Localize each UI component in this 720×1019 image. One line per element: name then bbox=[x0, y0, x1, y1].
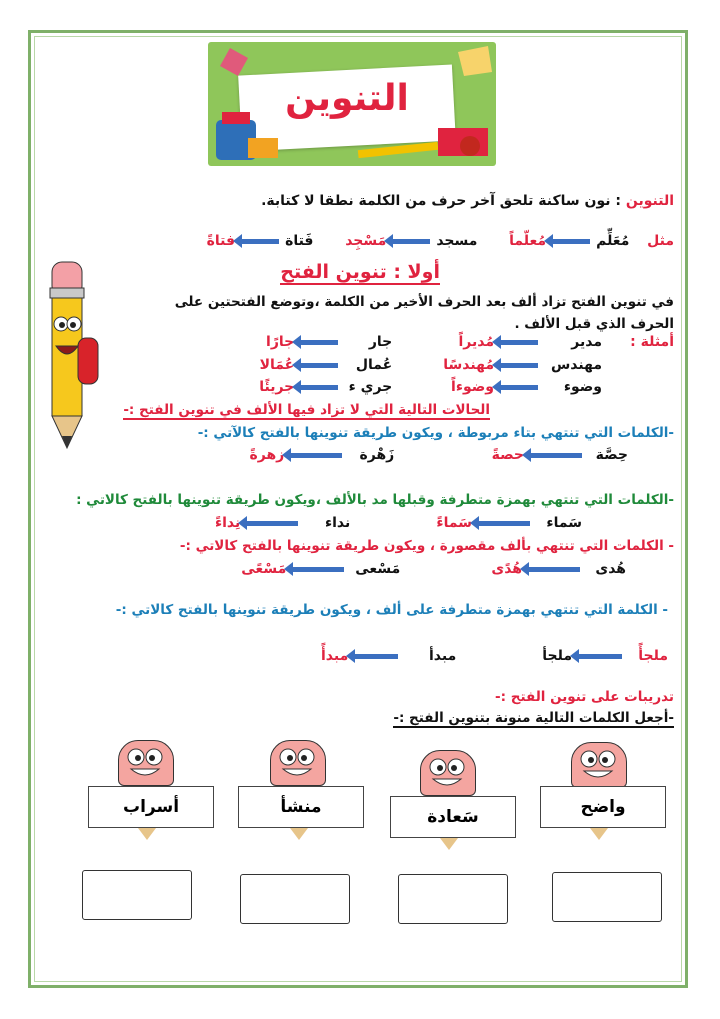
example-word: وضوءاً bbox=[451, 379, 494, 395]
example-word: زَهْرة bbox=[359, 447, 395, 463]
arrow-icon bbox=[500, 340, 538, 345]
case1-words bbox=[250, 447, 629, 463]
example-word: فَتاة bbox=[285, 233, 314, 249]
school-supplies-icon bbox=[208, 42, 496, 166]
pencil-face-icon bbox=[571, 742, 627, 788]
pencil-face-icon bbox=[420, 750, 476, 796]
example-word: مَسْعى bbox=[355, 561, 401, 577]
example-word: هُدًى bbox=[491, 561, 522, 577]
example-word: مُديراً bbox=[458, 334, 494, 350]
example-word: فتاةً bbox=[206, 233, 236, 249]
examples-label: أمثلة : bbox=[630, 334, 674, 350]
definition-term: التنوين bbox=[625, 193, 674, 209]
answer-box[interactable] bbox=[240, 874, 350, 924]
definition-text: : نون ساكنة تلحق آخر حرف من الكلمة نطقا لا كتابة. bbox=[261, 193, 621, 209]
example-word: جري ء bbox=[348, 379, 393, 395]
arrow-icon bbox=[530, 453, 582, 458]
answer-box[interactable] bbox=[552, 872, 662, 922]
example-word: مَسْعًى bbox=[241, 561, 287, 577]
answer-box[interactable] bbox=[82, 870, 192, 920]
exercise-word-card: واضح bbox=[540, 786, 666, 828]
example-word: حِصَّة bbox=[595, 447, 628, 463]
pencil-tip-icon bbox=[138, 828, 156, 840]
section1-text-2: الحرف الذي قبل الألف . bbox=[514, 316, 674, 332]
example-word: ملجأً bbox=[638, 648, 668, 664]
arrow-icon bbox=[292, 567, 344, 572]
exercise-word-card: أسراب bbox=[88, 786, 214, 828]
arrow-icon bbox=[392, 239, 430, 244]
arrow-icon bbox=[246, 521, 298, 526]
arrow-icon bbox=[578, 654, 622, 659]
arrow-icon bbox=[500, 363, 538, 368]
arrow-icon bbox=[552, 239, 590, 244]
example-word: سَماءً bbox=[436, 515, 472, 531]
case2-text: -الكلمات التي تنتهي بهمزة متطرفة وقبلها مد بالألف ،ويكون طريقة تنوينها بالفتح كالاتي : bbox=[76, 492, 674, 508]
section-title-fath: أولا : تنوين الفتح bbox=[280, 261, 440, 283]
examples-row bbox=[266, 334, 602, 350]
example-line bbox=[207, 233, 674, 249]
case1-text: -الكلمات التي تنتهي بتاء مربوطة ، ويكون طريقة تنوينها بالفتح كالآتي :- bbox=[197, 425, 674, 441]
pencil-tip-icon bbox=[290, 828, 308, 840]
arrow-icon bbox=[241, 239, 279, 244]
example-word: هُدى bbox=[595, 561, 626, 577]
pencil-face-icon bbox=[270, 740, 326, 786]
page-title: التنوين bbox=[285, 78, 409, 119]
example-word: مُعلّماً bbox=[509, 233, 547, 249]
arrow-icon bbox=[300, 340, 338, 345]
examples-row bbox=[260, 357, 602, 373]
example-word: جارًا bbox=[266, 334, 295, 350]
example-word: مسجد bbox=[436, 233, 478, 249]
pencil-face-icon bbox=[118, 740, 174, 786]
arrow-icon bbox=[300, 363, 338, 368]
pencil-tip-icon bbox=[440, 838, 458, 850]
page-inner-border bbox=[34, 36, 682, 982]
example-word: جريئًا bbox=[259, 379, 295, 395]
example-word: زهرةً bbox=[249, 447, 285, 463]
exceptions-title: الحالات التالية التي لا تزاد فيها الألف في تنوين الفتح :- bbox=[123, 402, 490, 418]
answer-box[interactable] bbox=[398, 874, 508, 924]
exercises-instruction: -أجعل الكلمات التالية منونة بتنوين الفتح :- bbox=[393, 710, 674, 726]
examples-row bbox=[259, 379, 602, 395]
arrow-icon bbox=[300, 385, 338, 390]
exercises-title: تدريبات على تنوين الفتح :- bbox=[495, 689, 674, 705]
pencil-tip-icon bbox=[590, 828, 608, 840]
example-word: مهندس bbox=[550, 357, 602, 373]
example-word: مبدأ bbox=[428, 648, 457, 664]
example-word: حصةً bbox=[491, 447, 524, 463]
exercise-word-card: سَعادة bbox=[390, 796, 516, 838]
arrow-icon bbox=[354, 654, 398, 659]
case2-words bbox=[215, 515, 582, 531]
example-word: مُهندسًا bbox=[443, 357, 494, 373]
example-label: مثل bbox=[647, 233, 674, 249]
example-word: نِداءً bbox=[214, 515, 241, 531]
case3-text: - الكلمات التي تنتهي بألف مقصورة ، ويكون طريقة تنوينها بالفتح كالاتي :- bbox=[179, 538, 674, 554]
example-word: مدير bbox=[571, 334, 602, 350]
example-word: ملجأ bbox=[542, 648, 572, 664]
example-word: جار bbox=[368, 334, 393, 350]
example-word: مُعَلِّم bbox=[596, 233, 630, 249]
example-word: مبدأً bbox=[320, 648, 349, 664]
pencil-character-icon bbox=[46, 258, 102, 453]
example-word: سَماء bbox=[546, 515, 582, 531]
section1-text-1: في تنوين الفتح تزاد ألف بعد الحرف الأخير من الكلمة ،وتوضع الفتحتين على bbox=[174, 294, 674, 310]
example-word: عُمال bbox=[355, 357, 393, 373]
definition-line bbox=[261, 193, 674, 209]
arrow-icon bbox=[290, 453, 342, 458]
case4-words bbox=[321, 648, 668, 664]
case3-words bbox=[241, 561, 626, 577]
arrow-icon bbox=[500, 385, 538, 390]
arrow-icon bbox=[478, 521, 530, 526]
exercise-word-card: منشأ bbox=[238, 786, 364, 828]
example-word: وضوء bbox=[563, 379, 602, 395]
case4-text: - الكلمة التي تنتهي بهمزة متطرفة على ألف ، ويكون طريقة تنوينها بالفتح كالاتي :- bbox=[115, 602, 668, 618]
arrow-icon bbox=[528, 567, 580, 572]
example-word: مَسْجِد bbox=[345, 233, 387, 249]
example-word: نداء bbox=[324, 515, 351, 531]
example-word: عُمَالا bbox=[259, 357, 295, 373]
